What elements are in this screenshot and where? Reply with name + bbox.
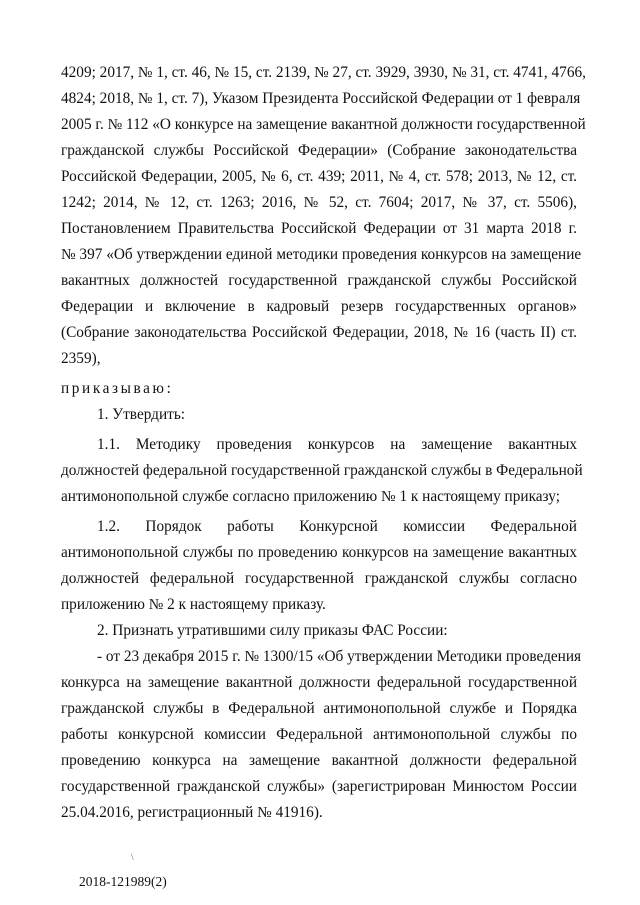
text-line: вакантных должностей государственной гражданской службы Российской [61,272,577,289]
text-line: конкурса на замещение вакантной должности федеральной государственной [61,674,577,691]
text-line: антимонопольной службе согласно приложению № 1 к настоящему приказу; [61,488,560,505]
text-line: 4209; 2017, № 1, ст. 46, № 15, ст. 2139, № 27, ст. 3929, 3930, № 31, ст. 4741, 4766, [61,64,586,81]
item-2-paragraph [61,644,582,826]
text-line: Федерации и включение в кадровый резерв государственных органов» [61,298,577,315]
item-1-1-paragraph [61,432,583,510]
text-line: гражданской службы Российской Федерации» (Собрание законодательства [61,142,577,159]
text-line: должностей федеральной государственной гражданской службы в Федеральной [61,462,583,479]
text-line: гражданской службы в Федеральной антимонопольной службе и Порядка [61,700,577,717]
text-line: 2005 г. № 112 «О конкурсе на замещение вакантной должности государственной [61,116,586,133]
item-1-2-paragraph [61,514,577,618]
text-line: работы конкурсной комиссии Федеральной антимонопольной службы по [61,726,577,743]
document-page [61,60,586,826]
text-line: - от 23 декабря 2015 г. № 1300/15 «Об утверждении Методики проведения [97,648,582,665]
text-line: приложению № 2 к настоящему приказу. [61,596,326,613]
text-line: 1.1. Методику проведения конкурсов на замещение вакантных [97,436,577,453]
text-line: 2359), [61,350,101,367]
document-code: 2018-121989(2) [79,874,167,889]
text-line: 1242; 2014, № 12, ст. 1263; 2016, № 52, ст. 7604; 2017, № 37, ст. 5506), [61,194,577,211]
item-2-heading: 2. Признать утратившими силу приказы ФАС России: [97,622,448,639]
intro-paragraph [61,60,586,372]
order-word: приказываю: [61,380,174,397]
scan-mark: \ [131,852,134,862]
text-line: (Собрание законодательства Российской Федерации, 2018, № 16 (часть II) ст. [61,324,577,341]
text-line: должностей федеральной государственной гражданской службы согласно [61,570,577,587]
text-line: 4824; 2018, № 1, ст. 7), Указом Президента Российской Федерации от 1 февраля [61,90,581,107]
text-line: антимонопольной службы по проведению конкурсов на замещение вакантных [61,544,577,561]
text-line: проведению конкурса на замещение вакантной должности федеральной [61,752,577,769]
text-line: № 397 «Об утверждении единой методики проведения конкурсов на замещение [61,246,582,263]
text-line: Постановлением Правительства Российской Федерации от 31 марта 2018 г. [61,220,577,237]
item-1-heading: 1. Утвердить: [97,406,186,423]
text-line: Российской Федерации, 2005, № 6, ст. 439; 2011, № 4, ст. 578; 2013, № 12, ст. [61,168,577,185]
text-line: 1.2. Порядок работы Конкурсной комиссии Федеральной [97,518,577,535]
text-line: 25.04.2016, регистрационный № 41916). [61,804,323,821]
text-line: государственной гражданской службы» (зарегистрирован Минюстом России [61,778,577,795]
